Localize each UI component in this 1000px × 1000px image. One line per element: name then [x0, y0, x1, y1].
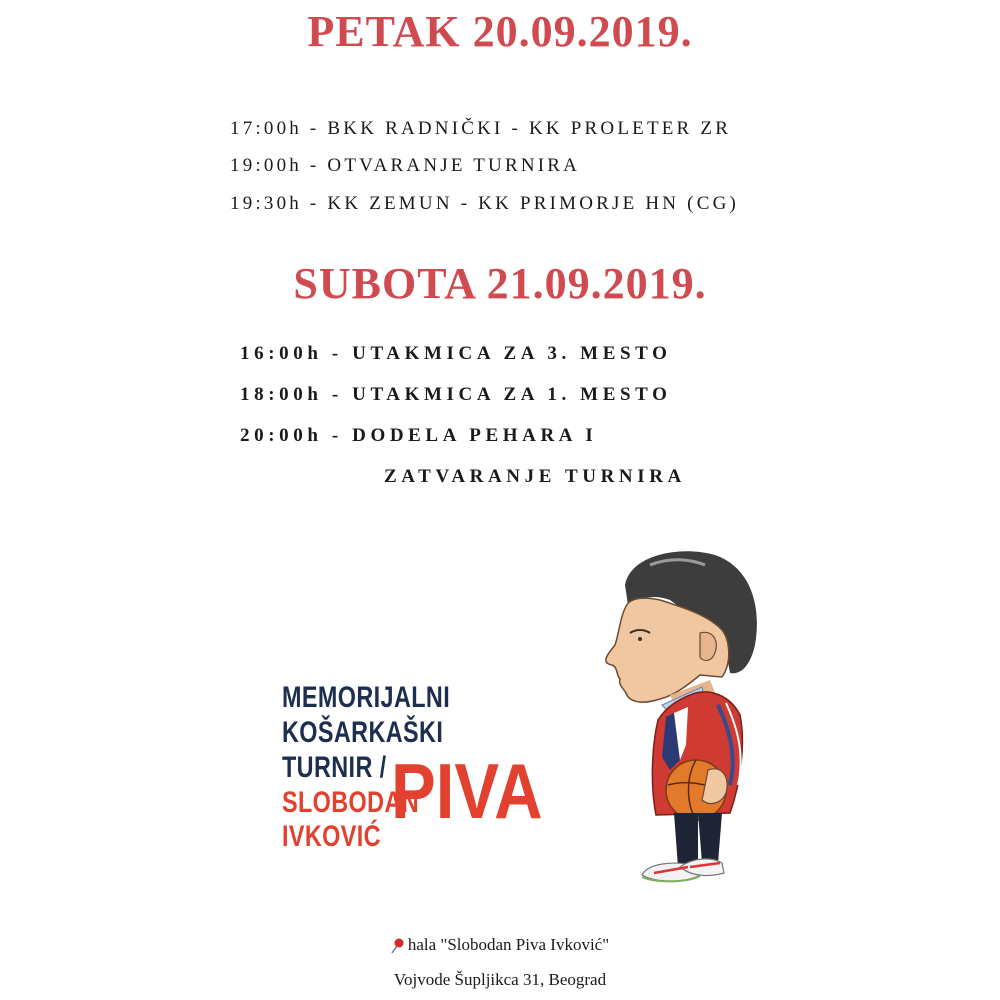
logo-line-slobodan: SLOBODAN [282, 786, 420, 819]
saturday-item-3: 20:00h - DODELA PEHARA I [240, 425, 598, 446]
saturday-title: SUBOTA 21.09.2019. [293, 259, 707, 308]
logo-line-turnir: TURNIR / [282, 751, 387, 784]
saturday-item-4: ZATVARANJE TURNIRA [384, 466, 686, 487]
logo-line-ivkovic: IVKOVIĆ [282, 820, 381, 853]
logo-line-kosarkaski: KOŠARKAŠKI [282, 716, 444, 749]
saturday-item-2: 18:00h - UTAKMICA ZA 1. MESTO [240, 384, 672, 405]
friday-item-1: 17:00h - BKK RADNIČKI - KK PROLETER ZR [230, 118, 732, 139]
venue-line [0, 935, 1000, 955]
friday-item-2: 19:00h - OTVARANJE TURNIRA [230, 155, 581, 176]
friday-title: PETAK 20.09.2019. [307, 7, 693, 56]
friday-item-3: 19:30h - KK ZEMUN - KK PRIMORJE HN (CG) [230, 193, 740, 214]
caricature-illustration [590, 545, 770, 890]
saturday-item-1: 16:00h - UTAKMICA ZA 3. MESTO [240, 343, 672, 364]
map-pin-icon [391, 938, 405, 954]
logo-line-memorijalni: MEMORIJALNI [282, 681, 451, 714]
venue-address: Vojvode Šupljikca 31, Beograd [393, 970, 607, 989]
logo-piva: PIVA [391, 747, 543, 835]
venue-name: hala "Slobodan Piva Ivković" [407, 935, 610, 954]
